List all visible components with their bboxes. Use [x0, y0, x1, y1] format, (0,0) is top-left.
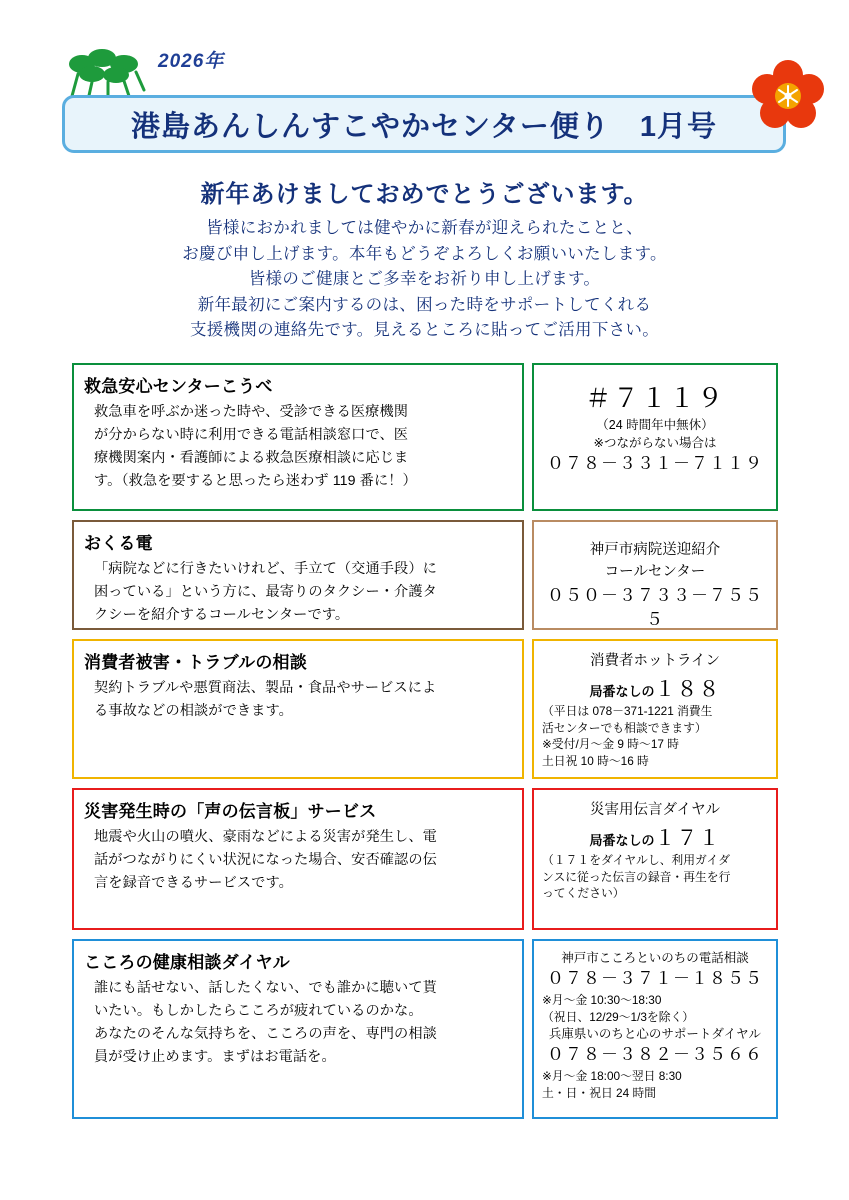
contact-number-box — [532, 520, 778, 630]
contact-hours: ※月～金 18:00～翌日 8:30 — [542, 1069, 682, 1084]
contact-org-line: 神戸市こころといのちの電話相談 — [561, 951, 749, 965]
title-banner — [62, 95, 786, 153]
contact-hours: 土日祝 10 時～16 時 — [542, 754, 649, 768]
contact-title: こころの健康相談ダイヤル — [84, 953, 290, 972]
pine-branch-icon — [62, 44, 154, 102]
contact-hotline-row — [542, 673, 768, 703]
contact-hours: 土・日・祝日 24 時間 — [542, 1085, 657, 1100]
contact-note: ってください） — [542, 886, 625, 901]
contact-body-line: いたい。もしかしたらこころが疲れているのかな。 — [94, 1003, 423, 1019]
contact-number-box — [532, 639, 778, 779]
contact-row-mental-health — [72, 939, 778, 1119]
greeting-line-2: お慶び申し上げます。本年もどうぞよろしくお願いいたします。 — [182, 244, 667, 263]
greeting-line-5: 支援機関の連絡先です。見えるところに貼ってご活用下さい。 — [189, 321, 660, 340]
contact-body-line: す。（救急を要すると思ったら迷わず 119 番に！） — [94, 473, 417, 489]
contact-org-line: 神戸市病院送迎紹介 — [589, 542, 721, 558]
contact-note: ※つながらない場合は — [593, 436, 717, 451]
contact-number-box — [532, 788, 778, 930]
contact-number-box — [532, 939, 778, 1119]
contact-list — [72, 363, 778, 1128]
contact-body-line: あなたのそんな気持ちを、こころの声を、専門の相談 — [94, 1026, 437, 1042]
contact-body-line: 誰にも話せない、話したくない、でも誰かに聴いて貰 — [94, 980, 437, 996]
contact-org-line: コールセンター — [604, 563, 706, 580]
contact-hours: ※受付/月～金 9 時～17 時 — [542, 737, 680, 752]
contact-hotline-row — [542, 822, 768, 852]
contact-body-line: る事故などの相談ができます。 — [94, 703, 293, 719]
contact-body-line: 療機関案内・看護師による救急医療相談に応じま — [94, 450, 409, 466]
contact-primary-number: ０５０－３７３３－７５５５ — [547, 585, 763, 630]
contact-body-line: が分からない時に利用できる電話相談窓口で、医 — [94, 427, 409, 443]
contact-row-emergency — [72, 363, 778, 511]
contact-title: おくる電 — [84, 534, 153, 553]
contact-hours: （24 時間年中無休） — [596, 418, 714, 433]
greeting-line-1: 皆様におかれましては健やかに新春が迎えられたことと、 — [206, 219, 643, 237]
contact-title: 消費者被害・トラブルの相談 — [84, 653, 307, 672]
contact-row-disaster — [72, 788, 778, 930]
contact-description-box — [72, 639, 524, 779]
issue-year: 2026年 — [158, 51, 225, 72]
contact-body-line: 救急車を呼ぶか迷った時や、受診できる医療機関 — [94, 404, 409, 420]
contact-number-prefix-label: 局番なしの — [589, 832, 655, 848]
contact-title: 救急安心センターこうべ — [84, 377, 273, 396]
contact-primary-number: １８８ — [654, 677, 721, 701]
contact-body-line: 契約トラブルや悪質商法、製品・食品やサービスによ — [94, 680, 437, 696]
contact-title: 災害発生時の「声の伝言板」サービス — [84, 802, 377, 821]
newsletter-header — [0, 0, 849, 170]
contact-body-line: 言を録音できるサービスです。 — [94, 875, 293, 891]
contact-number-box — [532, 363, 778, 511]
contact-secondary-number: ０７８－３８２－３５６６ — [547, 1045, 763, 1065]
contact-description-box — [72, 363, 524, 511]
contact-note: ンスに従った伝言の録音・再生を行 — [542, 869, 731, 884]
contact-body-line: 「病院などに行きたいけれど、手立て（交通手段）に — [94, 561, 437, 577]
contact-primary-number: １７１ — [654, 826, 721, 850]
plum-blossom-icon — [752, 58, 824, 130]
greeting-line-3: 皆様のご健康とご多幸をお祈り申し上げます。 — [248, 270, 601, 289]
contact-primary-number: ０７８－３７１－１８５５ — [547, 969, 763, 989]
greeting-block — [0, 174, 849, 344]
contact-note: 活センターでも相談できます） — [542, 720, 707, 735]
page-title: 港島あんしんすこやかセンター便り 1月号 — [131, 110, 717, 143]
contact-alt-number: ０７８－３３１－７１１９ — [547, 454, 763, 474]
contact-primary-number: ＃７１１９ — [584, 383, 725, 413]
contact-body-line: 話がつながりにくい状況になった場合、安否確認の伝 — [94, 852, 437, 868]
contact-note: （平日は 078－371-1221 消費生 — [542, 703, 713, 718]
contact-body-line: 困っている」という方に、最寄りのタクシー・介護タ — [94, 584, 437, 600]
contact-body-line: 員が受け止めます。まずはお電話を。 — [94, 1049, 336, 1065]
contact-org-line: 消費者ホットライン — [589, 653, 721, 669]
contact-body-line: 地震や火山の噴火、豪雨などによる災害が発生し、電 — [94, 829, 437, 845]
contact-row-transport — [72, 520, 778, 630]
contact-row-consumer — [72, 639, 778, 779]
contact-number-prefix-label: 局番なしの — [589, 683, 655, 699]
contact-body-line: クシーを紹介するコールセンターです。 — [94, 607, 350, 623]
contact-note: （祝日、12/29～1/3を除く） — [542, 1009, 695, 1024]
greeting-heading: 新年あけましておめでとうございます。 — [200, 181, 649, 208]
greeting-line-4: 新年最初にご案内するのは、困った時をサポートしてくれる — [197, 295, 652, 314]
contact-description-box — [72, 520, 524, 630]
contact-org-line: 兵庫県いのちと心のサポートダイヤル — [548, 1027, 762, 1042]
contact-hours: ※月～金 10:30～18:30 — [542, 992, 662, 1007]
contact-description-box — [72, 788, 524, 930]
contact-note: （１７１をダイヤルし、利用ガイダ — [542, 852, 731, 867]
contact-org-line: 災害用伝言ダイヤル — [589, 802, 721, 818]
contact-description-box — [72, 939, 524, 1119]
